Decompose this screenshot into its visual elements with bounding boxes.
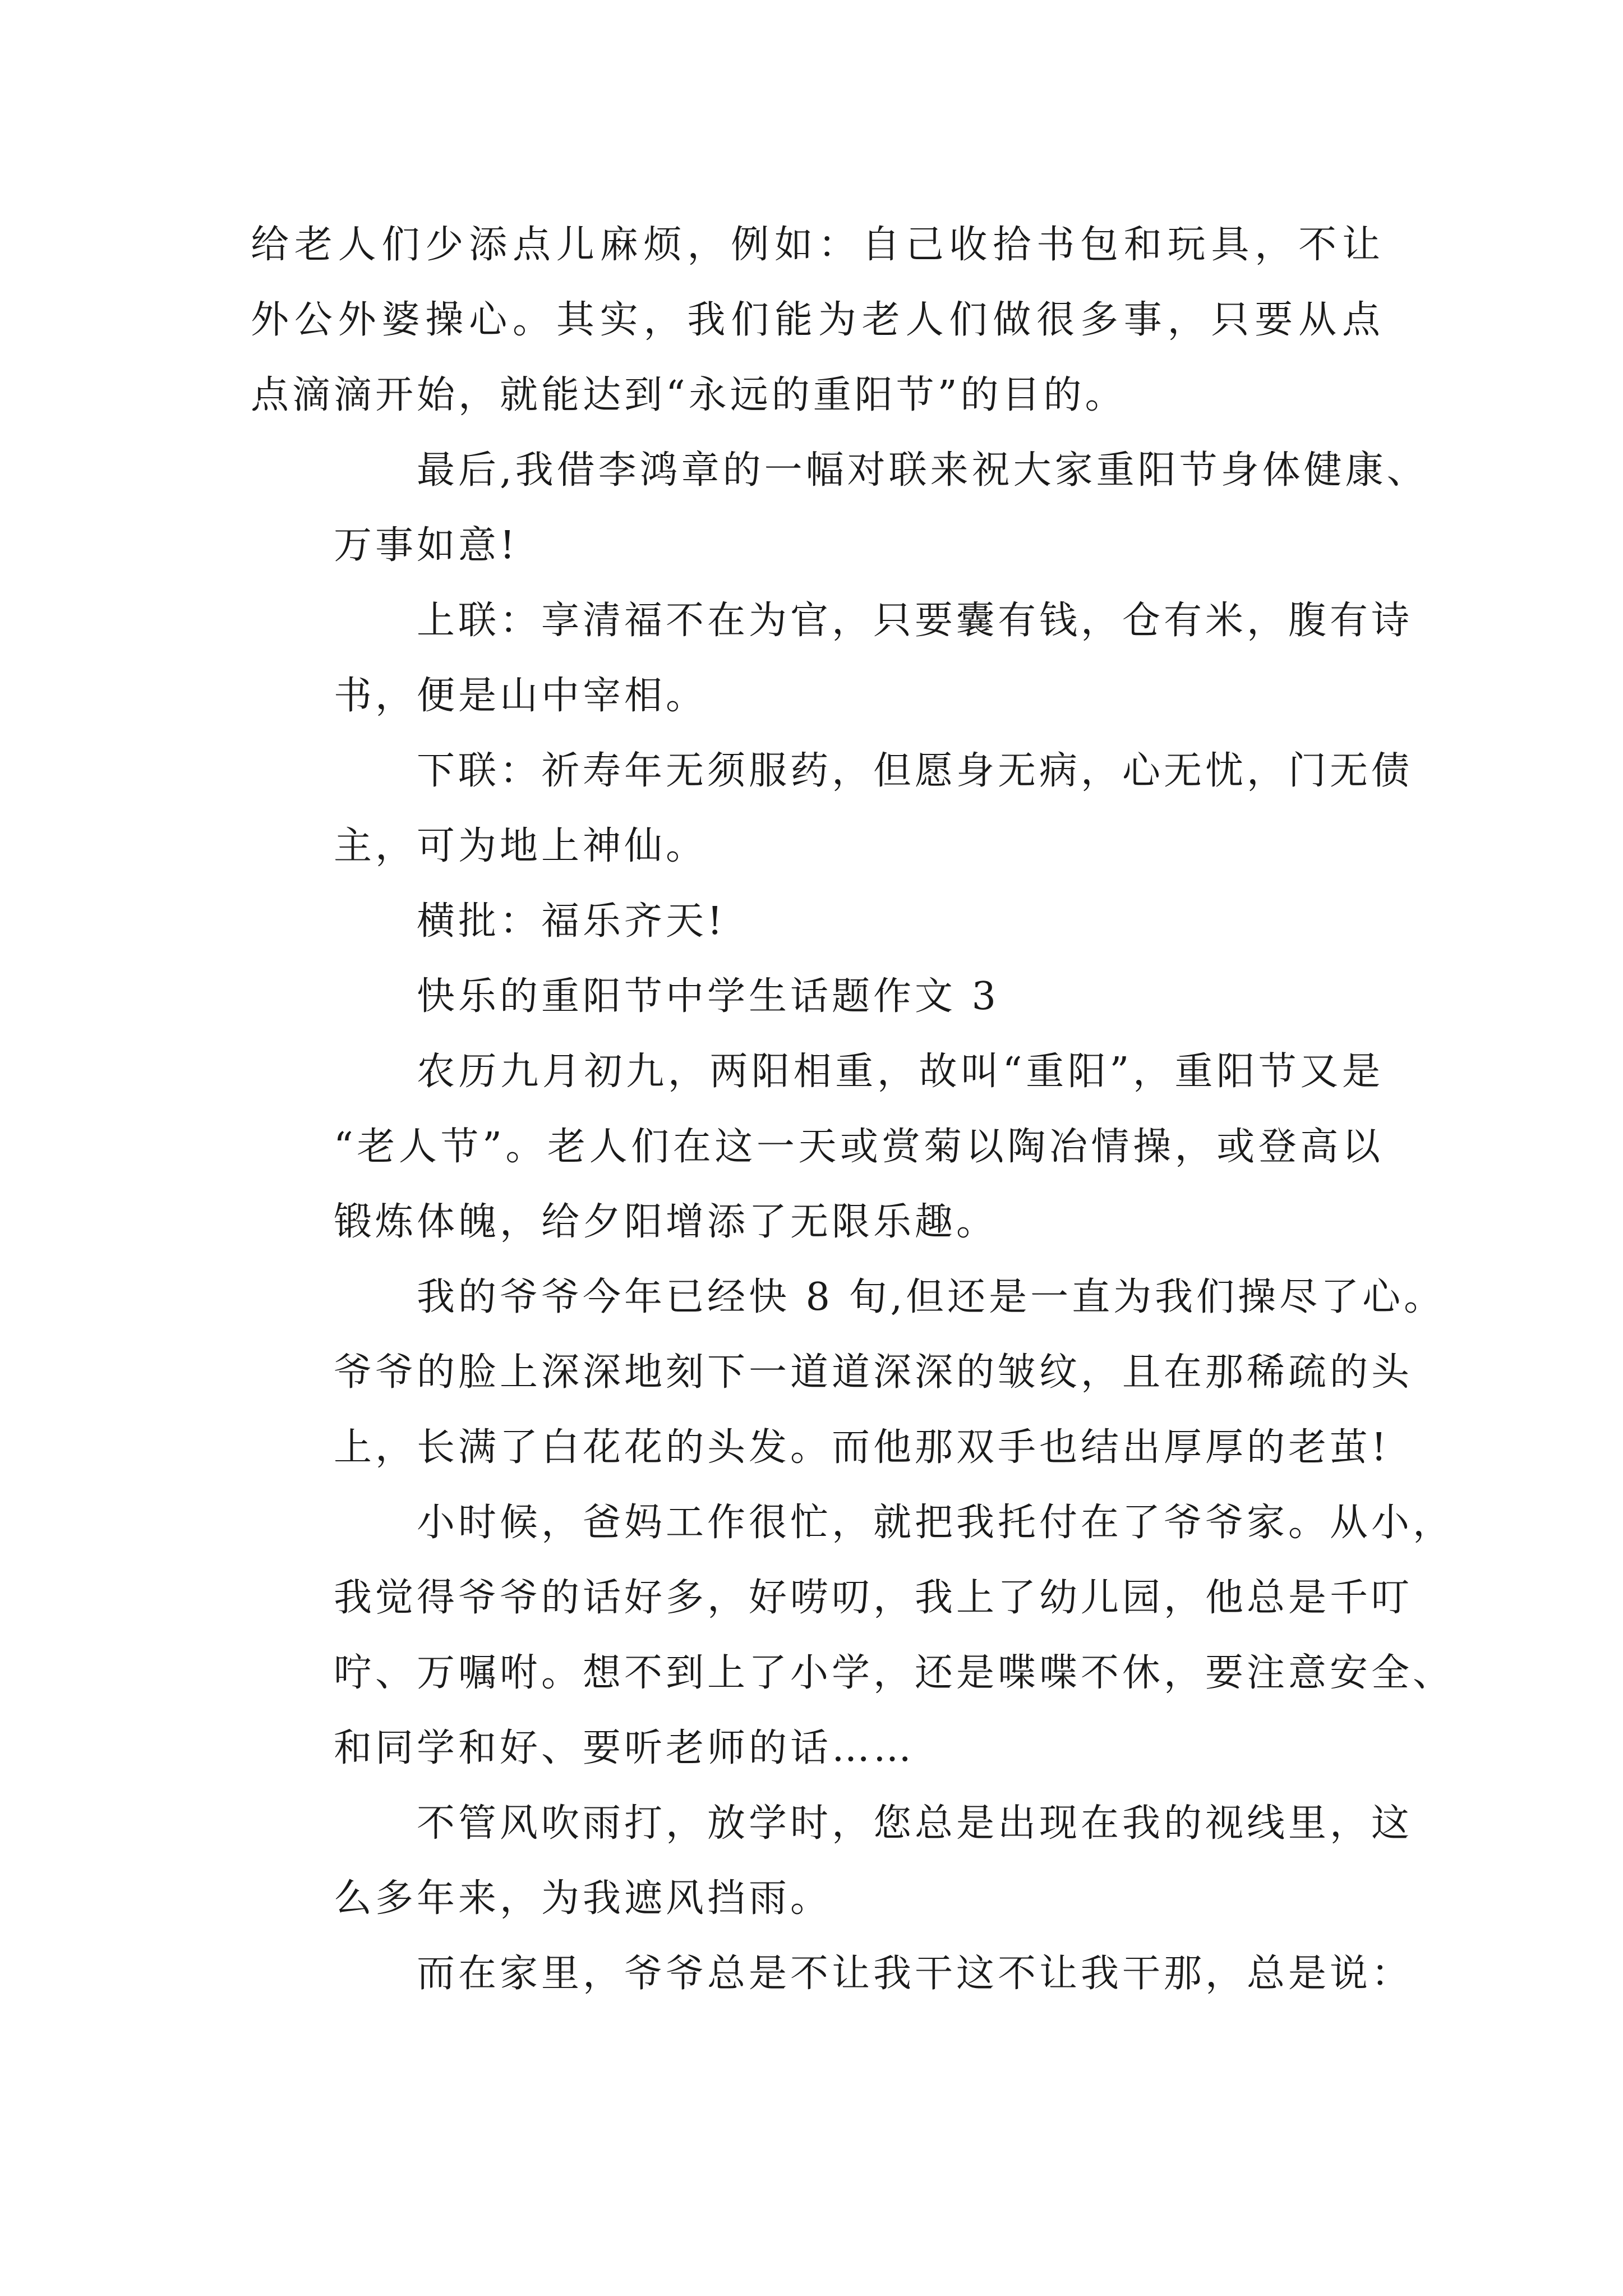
text-line: 最后,我借李鸿章的一幅对联来祝大家重阳节身体健康、 [417,448,1428,493]
text-line: 万事如意! [334,523,519,568]
text-line: 下联：祈寿年无须服药，但愿身无病，心无忧，门无债 [417,749,1413,793]
paragraph [251,1936,1413,2012]
text-line: 咛、万嘱咐。想不到上了小学，还是喋喋不休，要注意安全、 [334,1651,1455,1695]
paragraph [251,884,1384,959]
text-line: 给老人们少添点儿麻烦，例如：自己收拾书包和玩具，不让 [251,223,1384,267]
paragraph [251,583,1413,734]
text-line: 点滴滴开始，就能达到“永远的重阳节”的目的。 [251,373,1127,417]
text-line: 农历九月初九，两阳相重，故叫“重阳”，重阳节又是 [417,1050,1384,1094]
text-line: 小时候，爸妈工作很忙，就把我托付在了爷爷家。从小， [417,1501,1455,1545]
paragraph [251,734,1413,884]
paragraph [251,1485,1455,1786]
text-line: 横批：福乐齐天! [417,899,726,944]
paragraph [251,959,1384,1034]
text-line: 书，便是山中宰相。 [334,674,708,718]
text-line: 快乐的重阳节中学生话题作文 3 [417,974,999,1019]
text-line: 我觉得爷爷的话好多，好唠叨，我上了幼儿园，他总是千叮 [334,1576,1413,1620]
paragraph [251,1034,1384,1260]
essay-body [251,208,1455,2012]
text-line: 上联：享清福不在为官，只要囊有钱，仓有米，腹有诗 [417,599,1413,643]
text-line: 不管风吹雨打，放学时，您总是出现在我的视线里，这 [417,1801,1413,1846]
paragraph [251,1260,1446,1485]
text-line: 外公外婆操心。其实，我们能为老人们做很多事，只要从点 [251,298,1384,342]
paragraph [251,208,1384,433]
text-line: 和同学和好、要听老师的话…… [334,1726,915,1770]
paragraph [251,433,1428,583]
text-line: “老人节”。老人们在这一天或赏菊以陶冶情操，或登高以 [334,1125,1384,1169]
paragraph [251,1786,1413,1936]
text-line: 我的爷爷今年已经快 8 旬,但还是一直为我们操尽了心。 [417,1275,1446,1319]
text-line: 锻炼体魄，给夕阳增添了无限乐趣。 [334,1200,998,1244]
text-line: 主，可为地上神仙。 [334,824,708,868]
text-line: 爷爷的脸上深深地刻下一道道深深的皱纹，且在那稀疏的头 [334,1350,1413,1395]
text-line: 上，长满了白花花的头发。而他那双手也结出厚厚的老茧! [334,1425,1390,1470]
text-line: 么多年来，为我遮风挡雨。 [334,1876,832,1921]
text-line: 而在家里，爷爷总是不让我干这不让我干那，总是说： [417,1952,1413,1996]
